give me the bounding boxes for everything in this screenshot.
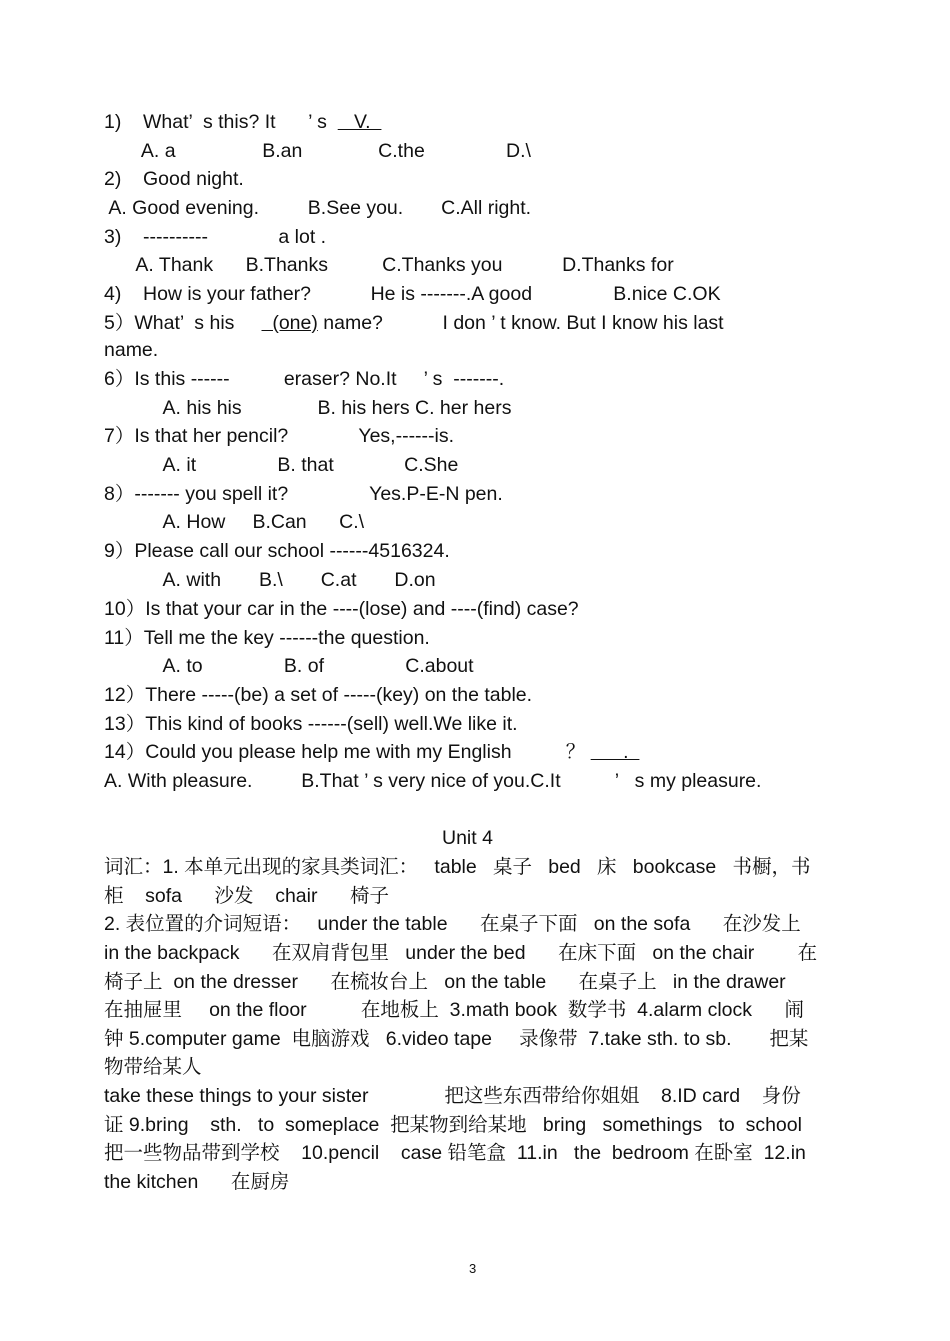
question-text: A. his his B. his hers C. her hers: [104, 397, 512, 419]
unit-title: Unit 4: [442, 827, 493, 849]
question-text: name.: [104, 339, 159, 361]
question-line: [104, 253, 674, 277]
question-text: A. to B. of C.about: [104, 655, 474, 677]
question-line: [104, 453, 458, 477]
question-text: 5）What’ s his: [104, 312, 262, 334]
question-text: 9）Please call our school ------4516324.: [104, 540, 450, 562]
question-line: [104, 769, 761, 793]
question-text: A. it B. that C.She: [104, 454, 459, 476]
question-text: 8）------- you spell it? Yes.P-E-N pen.: [104, 483, 503, 505]
question-text: A. Thank B.Thanks C.Thanks you D.Thanks for: [104, 254, 674, 276]
question-tail: name? I don ’ t know. But I know his last: [317, 312, 724, 334]
question-line: [104, 225, 326, 249]
question-line: [104, 196, 531, 220]
question-line: [104, 424, 454, 448]
question-text: A. Good evening. B.See you. C.All right.: [104, 197, 532, 219]
question-line: [104, 654, 474, 678]
answer-blank: V.: [337, 111, 382, 133]
question-line: [104, 683, 532, 707]
question-text: 2) Good night.: [104, 168, 244, 190]
question-line: [104, 539, 450, 563]
question-line: [104, 568, 436, 592]
question-line: [104, 510, 364, 534]
vocab-line: take these things to your sister 把这些东西带给你姐姐 8.ID card 身份: [104, 1085, 801, 1107]
question-text: A. How B.Can C.\: [104, 511, 365, 533]
question-line: [104, 167, 244, 191]
question-line: [104, 740, 639, 764]
vocab-line: 词汇：1. 本单元出现的家具类词汇： table 桌子 bed 床 bookcase 书橱，书: [104, 856, 811, 878]
question-text: 6）Is this ------ eraser? No.It ’ s -------.: [104, 368, 505, 390]
question-line: [104, 110, 381, 134]
vocab-line: the kitchen 在厨房: [104, 1171, 290, 1193]
vocab-line: 把一些物品带到学校 10.pencil case 铅笔盒 11.in the bedroom 在卧室 12.in: [104, 1142, 806, 1164]
question-line: [104, 139, 531, 163]
question-text: 3) ---------- a lot .: [104, 226, 327, 248]
question-line: [104, 597, 579, 621]
question-line: [104, 338, 158, 362]
question-text: 13）This kind of books ------(sell) well.We like it.: [104, 713, 518, 735]
vocab-line: 柜 sofa 沙发 chair 椅子: [104, 885, 389, 907]
question-text: 14）Could you please help me with my English ？: [104, 741, 591, 763]
answer-blank: .: [590, 741, 640, 763]
question-line: [104, 282, 721, 306]
vocab-line: 钟 5.computer game 电脑游戏 6.video tape 录像带 7.take sth. to sb. 把某: [104, 1028, 809, 1050]
question-text: 7）Is that her pencil? Yes,------is.: [104, 425, 455, 447]
page-number: 3: [469, 1261, 477, 1276]
answer-blank: (one): [261, 312, 318, 334]
question-text: 10）Is that your car in the ----(lose) and ----(find) case?: [104, 598, 579, 620]
question-line: [104, 482, 503, 506]
question-text: 11）Tell me the key ------the question.: [104, 627, 430, 649]
question-text: 4) How is your father? He is -------.A good B.nice C.OK: [104, 283, 721, 305]
question-text: A. With pleasure. B.That ’ s very nice of you.C.It ’ s my pleasure.: [104, 770, 762, 792]
vocab-line: 证 9.bring sth. to someplace 把某物到给某地 bring somethings to school: [104, 1114, 802, 1136]
vocab-line: 2. 表位置的介词短语： under the table 在桌子下面 on the sofa 在沙发上: [104, 913, 801, 935]
question-line: [104, 367, 504, 391]
question-text: A. a B.an C.the D.\: [104, 140, 531, 162]
question-line: [104, 311, 724, 335]
vocab-line: 物带给某人: [104, 1056, 202, 1078]
vocab-line: 在抽屉里 on the floor 在地板上 3.math book 数学书 4.alarm clock 闹: [104, 999, 805, 1021]
question-text: A. with B.\ C.at D.on: [104, 569, 436, 591]
question-text: 12）There -----(be) a set of -----(key) on the table.: [104, 684, 533, 706]
question-line: [104, 626, 430, 650]
vocab-line: 椅子上 on the dresser 在梳妆台上 on the table 在桌子上 in the drawer: [104, 971, 786, 993]
question-text: 1) What’ s this? It ’ s: [104, 111, 338, 133]
vocab-line: in the backpack 在双肩背包里 under the bed 在床下面 on the chair 在: [104, 942, 818, 964]
question-line: [104, 396, 511, 420]
question-line: [104, 712, 518, 736]
